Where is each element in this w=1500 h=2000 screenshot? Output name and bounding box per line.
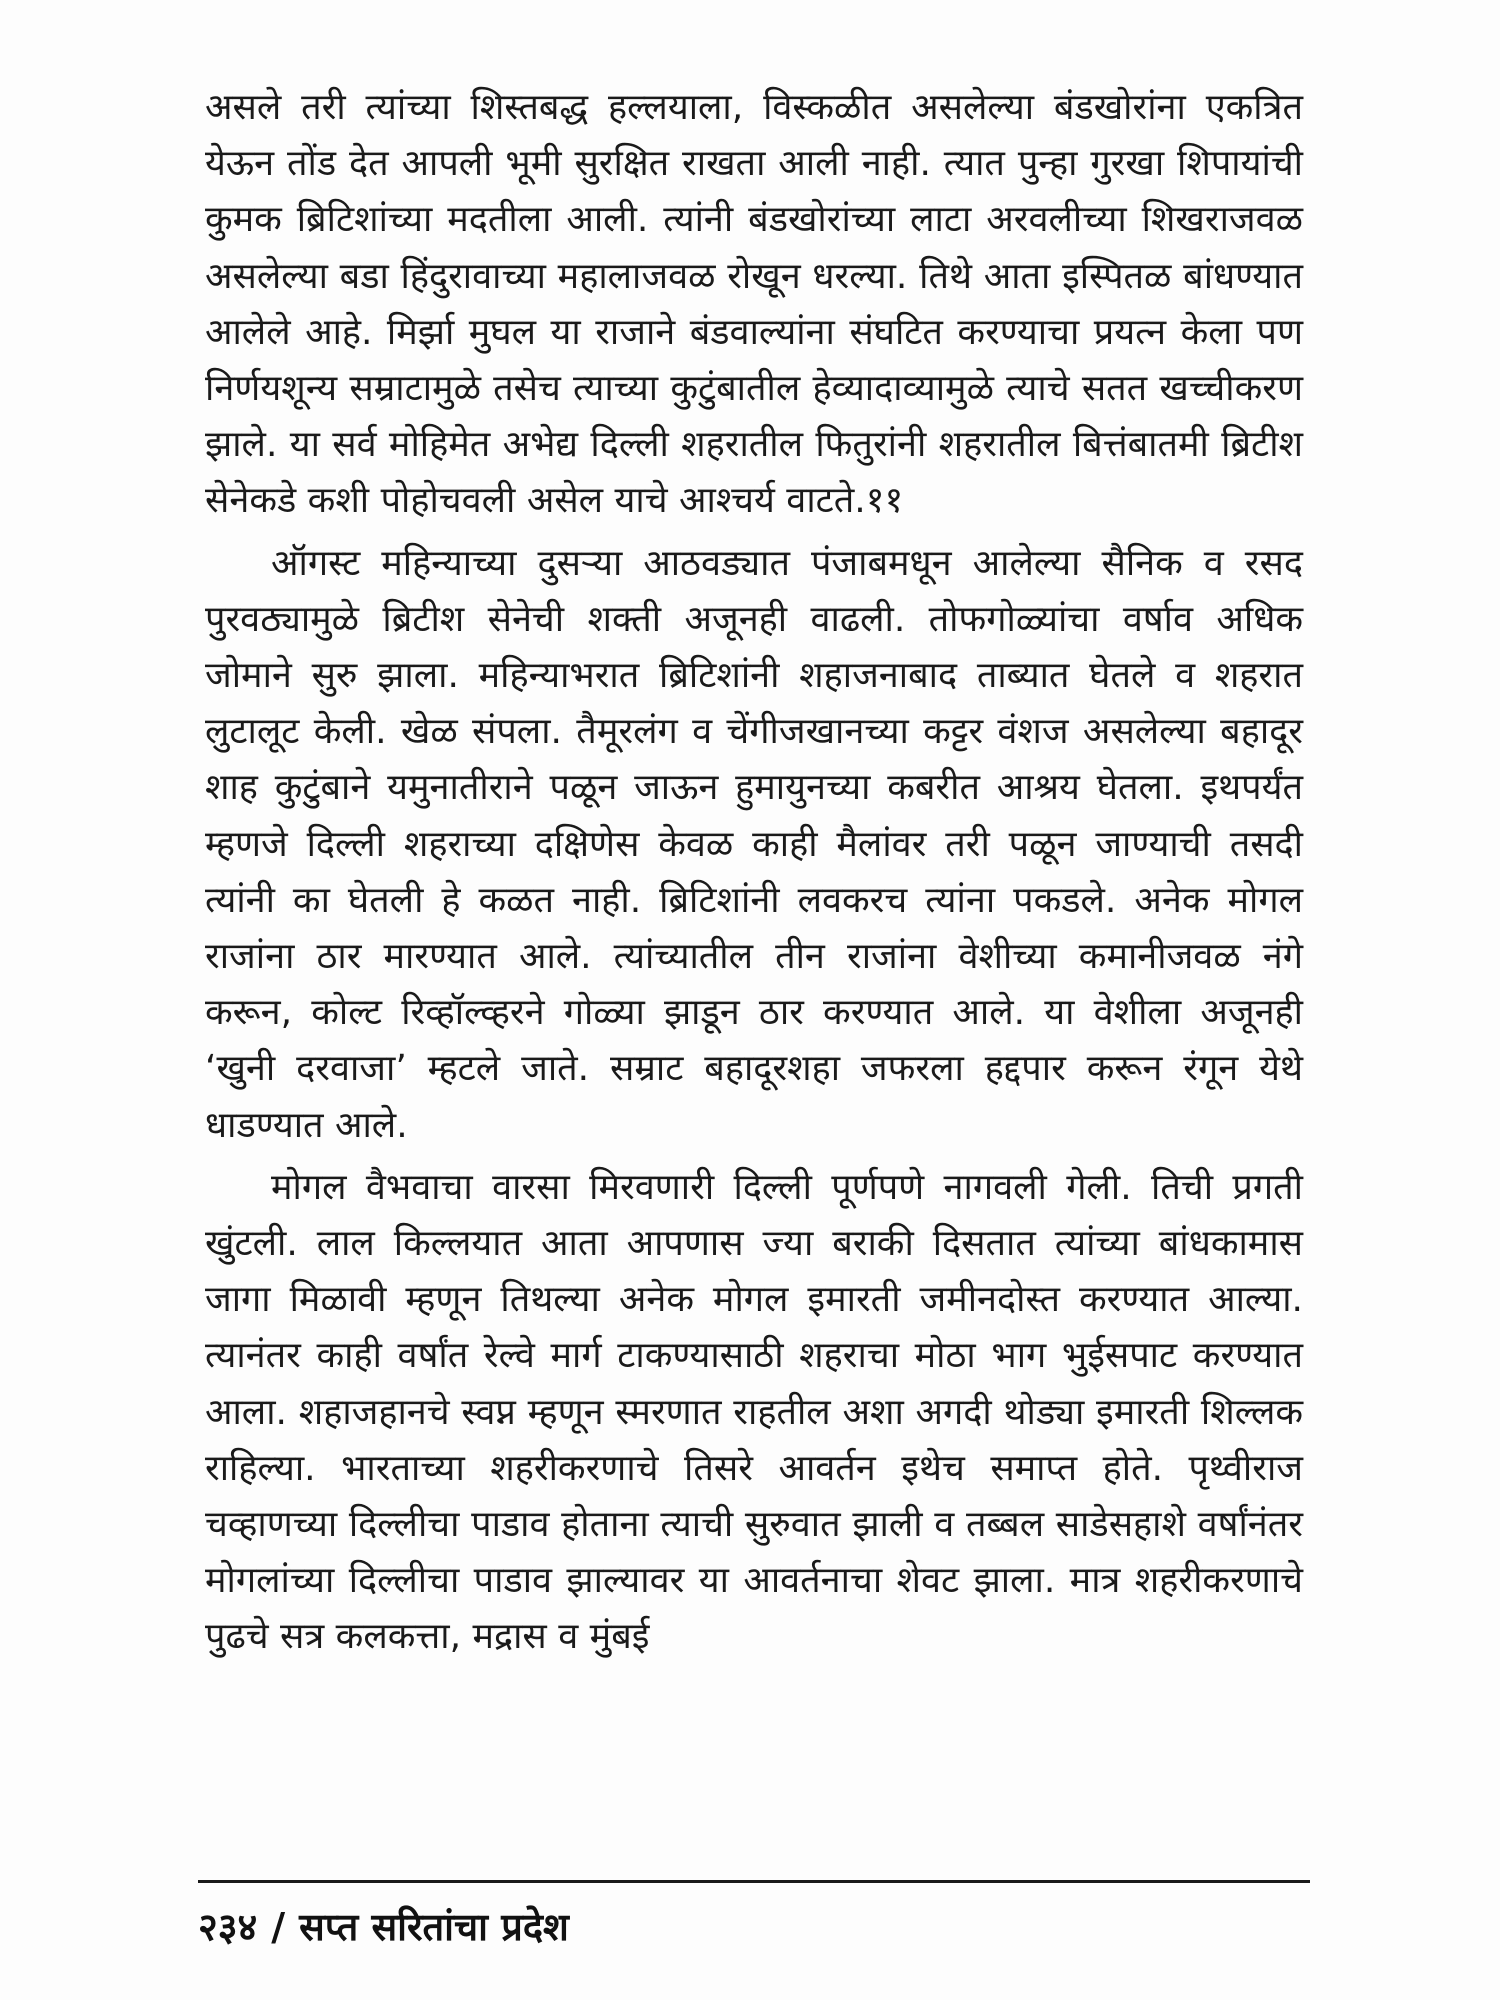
book-title: सप्त सरितांचा प्रदेश [299,1905,569,1949]
paragraph-2: ऑगस्ट महिन्याच्या दुसऱ्या आठवड्यात पंजाबमधून आलेल्या सैनिक व रसद पुरवठ्यामुळे ब्रिटीश सेनेची शक्ती अजूनही वाढली. तोफगोळ्यांचा वर्षाव अधिक जोमाने सुरु झाला. महिन्याभरात ब्रिटिशांनी शहाजनाबाद ताब्यात घेतले व शहरात लुटालूट केली. खेळ संपला. तैमूरलंग व चेंगीजखानच्या कट्टर वंशज असलेल्या बहादूर शाह कुटुंबाने यमुनातीराने पळून जाऊन हुमायुनच्या कबरीत आश्रय घेतला. इथपर्यंत म्हणजे दिल्ली शहराच्या दक्षिणेस केवळ काही मैलांवर तरी पळून जाण्याची तसदी त्यांनी का घेतली हे कळत नाही. ब्रिटिशांनी लवकरच त्यांना पकडले. अनेक मोगल राजांना ठार मारण्यात आले. त्यांच्यातील तीन राजांना वेशीच्या कमानीजवळ नंगे करून, कोल्ट रिव्हॉल्व्हरने गोळ्या झाडून ठार करण्यात आले. या वेशीला अजूनही ‘खुनी दरवाजा’ म्हटले जाते. सम्राट बहादूरशहा जफरला हद्दपार करून रंगून येथे धाडण्यात आले. [205,542,1303,1146]
paragraph-3: मोगल वैभवाचा वारसा मिरवणारी दिल्ली पूर्णपणे नागवली गेली. तिची प्रगती खुंटली. लाल किल्लयात आता आपणास ज्या बराकी दिसतात त्यांच्या बांधकामास जागा मिळावी म्हणून तिथल्या अनेक मोगल इमारती जमीनदोस्त करण्यात आल्या. त्यानंतर काही वर्षांत रेल्वे मार्ग टाकण्यासाठी शहराचा मोठा भाग भुईसपाट करण्यात आला. शहाजहानचे स्वप्न म्हणून स्मरणात राहतील अशा अगदी थोड्या इमारती शिल्लक राहिल्या. भारताच्या शहरीकरणाचे तिसरे आवर्तन इथेच समाप्त होते. पृथ्वीराज चव्हाणच्या दिल्लीचा पाडाव होताना त्याची सुरुवात झाली व तब्बल साडेसहाशे वर्षांनंतर मोगलांच्या दिल्लीचा पाडाव झाल्यावर या आवर्तनाचा शेवट झाला. मात्र शहरीकरणाचे पुढचे सत्र कलकत्ता, मद्रास व मुंबई [205,1166,1303,1658]
footer-separator: / [271,1905,286,1949]
page-footer [198,1900,569,1952]
page-number: २३४ [198,1905,258,1949]
footer-divider [198,1880,1310,1883]
body-text [205,80,1303,1666]
paragraph-1: असले तरी त्यांच्या शिस्तबद्ध हल्लयाला, विस्कळीत असलेल्या बंडखोरांना एकत्रित येऊन तोंड देत आपली भूमी सुरक्षित राखता आली नाही. त्यात पुन्हा गुरखा शिपायांची कुमक ब्रिटिशांच्या मदतीला आली. त्यांनी बंडखोरांच्या लाटा अरवलीच्या शिखराजवळ असलेल्या बडा हिंदुरावाच्या महालाजवळ रोखून धरल्या. तिथे आता इस्पितळ बांधण्यात आलेले आहे. मिर्झा मुघल या राजाने बंडवाल्यांना संघटित करण्याचा प्रयत्न केला पण निर्णयशून्य सम्राटामुळे तसेच त्याच्या कुटुंबातील हेव्यादाव्यामुळे त्याचे सतत खच्चीकरण झाले. या सर्व मोहिमेत अभेद्य दिल्ली शहरातील फितुरांनी शहरातील बित्तंबातमी ब्रिटीश सेनेकडे कशी पोहोचवली असेल याचे आश्चर्य वाटते.११ [205,87,1303,522]
